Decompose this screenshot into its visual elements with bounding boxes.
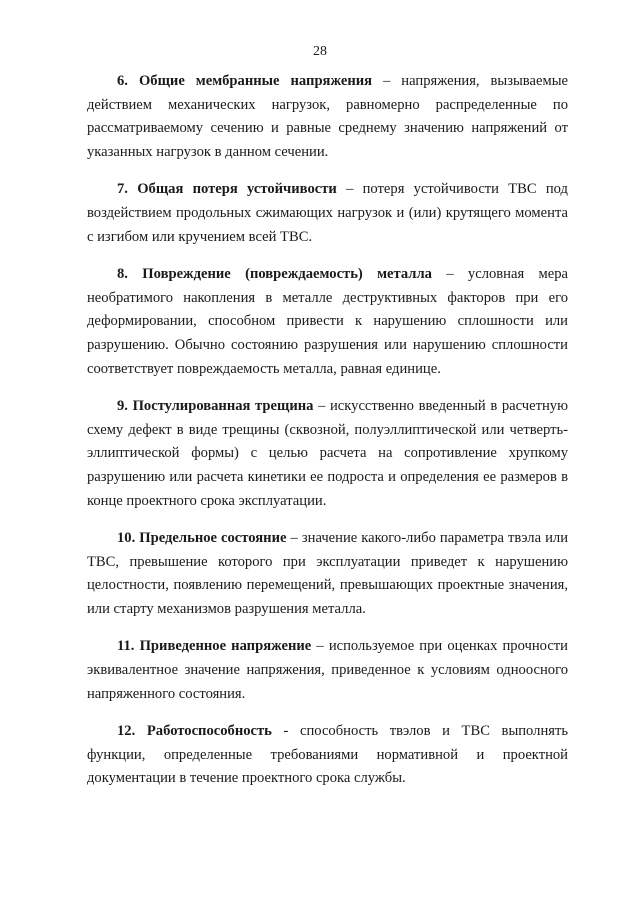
term-title: Общая потеря устойчивости bbox=[137, 181, 337, 198]
term-number: 11. bbox=[117, 638, 135, 655]
page-number: 28 bbox=[313, 44, 327, 59]
term-title: Приведенное напряжение bbox=[139, 638, 312, 655]
term-title: Общие мембранные напряжения bbox=[138, 73, 373, 89]
term-8 bbox=[87, 263, 568, 381]
term-11 bbox=[87, 635, 568, 706]
term-number: 9. bbox=[117, 398, 128, 415]
term-number: 12. bbox=[117, 723, 136, 740]
term-10 bbox=[87, 527, 568, 621]
term-title: Постулированная трещина bbox=[132, 398, 314, 415]
term-definition: – потеря устойчивости ТВС под воздействием продольных сжимающих нагрузок и (или) крутящего момента с изгибом или кручением всей ТВС. bbox=[87, 181, 568, 245]
term-9 bbox=[87, 395, 568, 513]
term-number: 6. bbox=[117, 73, 128, 89]
term-definition: – напряжения, вызываемые действием механических нагрузок, равномерно распределенные по рассматриваемому сечению и равные среднему значению напряжений от указанных нагрузок в данном сечении. bbox=[87, 73, 568, 160]
term-6 bbox=[87, 70, 568, 164]
term-definition: – условная мера необратимого накопления в металле деструктивных факторов при его деформировании, способном привести к нарушению сплошности или разрушению. Обычно состоянию разрушения или нарушению сплошности соответствует повреждаемость металла, равная единице. bbox=[87, 266, 568, 377]
term-number: 8. bbox=[117, 266, 128, 283]
term-title: Повреждение (повреждаемость) металла bbox=[142, 266, 432, 283]
terms-list bbox=[87, 70, 568, 805]
term-definition: – используемое при оценках прочности эквивалентное значение напряжения, приведенное к условиям одноосного напряженного состояния. bbox=[87, 638, 568, 702]
term-definition: – искусственно введенный в расчетную схему дефект в виде трещины (сквозной, полуэллиптической или четверть-эллиптической формы) с целью расчета на сопротивление хрупкому разрушению или расчета кинетики ее подроста и определения ее размеров в конце проектного срока эксплуатации. bbox=[87, 398, 568, 509]
term-number: 7. bbox=[117, 181, 128, 198]
term-definition: – значение какого-либо параметра твэла или ТВС, превышение которого при эксплуатации приведет к нарушению целостности, появлению перемещений, превышающих проектные значения, или старту механизмов разрушения металла. bbox=[87, 530, 569, 617]
term-title: Работоспособность bbox=[146, 723, 272, 740]
term-title: Предельное состояние bbox=[139, 530, 287, 547]
term-7 bbox=[87, 178, 568, 249]
term-definition: - способность твэлов и ТВС выполнять функции, определенные требованиями нормативной и проектной документации в течение проектного срока службы. bbox=[87, 723, 568, 787]
term-number: 10. bbox=[117, 530, 136, 547]
term-12 bbox=[87, 720, 568, 791]
